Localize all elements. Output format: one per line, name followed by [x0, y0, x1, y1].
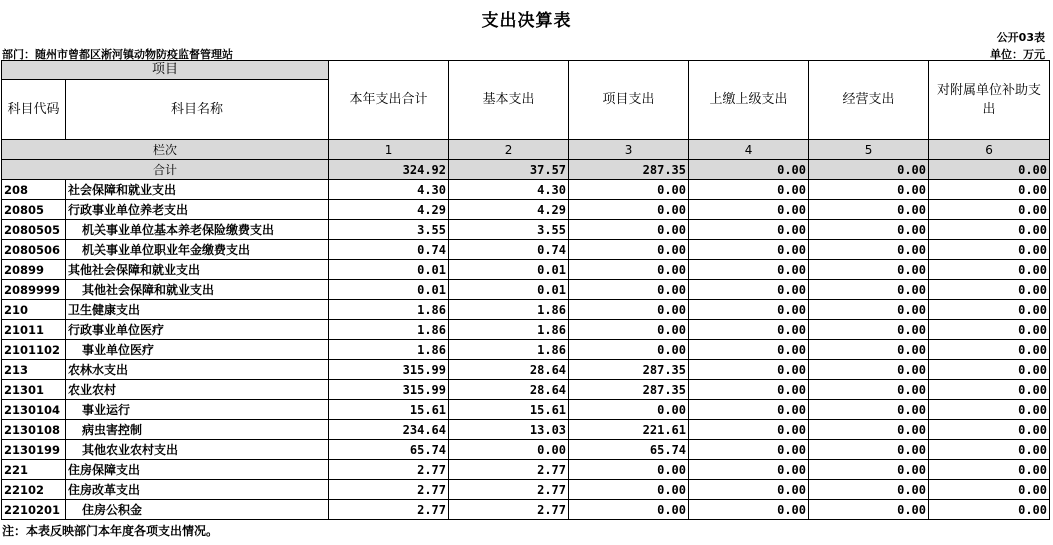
total-value: 0.00: [929, 160, 1050, 180]
value-cell: 1.86: [449, 340, 569, 360]
value-cell: 0.00: [689, 400, 809, 420]
table-row: [2, 420, 1050, 440]
value-cell: 0.00: [809, 240, 929, 260]
subject-code: 20899: [2, 260, 66, 280]
subject-code: 21301: [2, 380, 66, 400]
value-cell: 0.00: [809, 260, 929, 280]
subject-code: 2130199: [2, 440, 66, 460]
total-value: 324.92: [329, 160, 449, 180]
value-cell: 28.64: [449, 380, 569, 400]
header-subject-name: 科目名称: [66, 80, 329, 140]
value-cell: 0.00: [809, 200, 929, 220]
value-cell: 0.00: [689, 300, 809, 320]
header-item: 项目: [2, 61, 329, 80]
value-cell: 0.00: [809, 420, 929, 440]
value-cell: 0.00: [809, 320, 929, 340]
subject-name: 卫生健康支出: [66, 300, 329, 320]
subject-name: 农业农村: [66, 380, 329, 400]
value-cell: 0.00: [929, 420, 1050, 440]
value-cell: 0.00: [929, 500, 1050, 520]
subject-code: 2130104: [2, 400, 66, 420]
value-cell: 0.00: [689, 500, 809, 520]
value-cell: 0.00: [809, 340, 929, 360]
value-cell: 2.77: [329, 480, 449, 500]
value-cell: 287.35: [569, 360, 689, 380]
value-cell: 0.00: [689, 460, 809, 480]
value-cell: 4.29: [329, 200, 449, 220]
subject-code: 208: [2, 180, 66, 200]
value-cell: 0.00: [929, 400, 1050, 420]
value-cell: 0.00: [689, 260, 809, 280]
subject-name: 其他社会保障和就业支出: [66, 280, 329, 300]
table-row: [2, 240, 1050, 260]
column-number: 2: [449, 140, 569, 160]
value-cell: 4.30: [449, 180, 569, 200]
value-cell: 13.03: [449, 420, 569, 440]
value-cell: 2.77: [329, 500, 449, 520]
table-row: [2, 260, 1050, 280]
header-col-5: 经营支出: [809, 61, 929, 140]
value-cell: 0.00: [569, 340, 689, 360]
value-cell: 0.00: [929, 360, 1050, 380]
subject-name: 行政事业单位医疗: [66, 320, 329, 340]
value-cell: 0.00: [689, 380, 809, 400]
department-label: 部门：随州市曾都区淅河镇动物防疫监督管理站: [2, 48, 233, 61]
value-cell: 1.86: [329, 320, 449, 340]
column-number: 4: [689, 140, 809, 160]
subject-code: 2080506: [2, 240, 66, 260]
subject-name: 事业单位医疗: [66, 340, 329, 360]
subject-name: 行政事业单位养老支出: [66, 200, 329, 220]
value-cell: 0.00: [929, 180, 1050, 200]
value-cell: 28.64: [449, 360, 569, 380]
value-cell: 0.00: [569, 200, 689, 220]
value-cell: 0.00: [809, 360, 929, 380]
subject-name: 社会保障和就业支出: [66, 180, 329, 200]
value-cell: 1.86: [329, 340, 449, 360]
value-cell: 2.77: [449, 460, 569, 480]
subject-name: 事业运行: [66, 400, 329, 420]
value-cell: 315.99: [329, 360, 449, 380]
value-cell: 0.00: [569, 180, 689, 200]
value-cell: 0.74: [329, 240, 449, 260]
value-cell: 15.61: [449, 400, 569, 420]
table-row: [2, 300, 1050, 320]
value-cell: 0.00: [689, 180, 809, 200]
value-cell: 0.00: [569, 240, 689, 260]
table-row: [2, 400, 1050, 420]
value-cell: 65.74: [329, 440, 449, 460]
total-value: 37.57: [449, 160, 569, 180]
subject-name: 住房改革支出: [66, 480, 329, 500]
value-cell: 0.01: [329, 280, 449, 300]
value-cell: 1.86: [329, 300, 449, 320]
subject-code: 2130108: [2, 420, 66, 440]
table-row: [2, 200, 1050, 220]
value-cell: 0.00: [689, 340, 809, 360]
column-number: 3: [569, 140, 689, 160]
subject-code: 20805: [2, 200, 66, 220]
value-cell: 221.61: [569, 420, 689, 440]
value-cell: 0.01: [329, 260, 449, 280]
subject-name: 机关事业单位职业年金缴费支出: [66, 240, 329, 260]
value-cell: 0.00: [929, 200, 1050, 220]
table-row: [2, 180, 1050, 200]
value-cell: 0.00: [929, 220, 1050, 240]
value-cell: 287.35: [569, 380, 689, 400]
subject-code: 2080505: [2, 220, 66, 240]
column-number: 5: [809, 140, 929, 160]
value-cell: 4.30: [329, 180, 449, 200]
total-value: 0.00: [689, 160, 809, 180]
value-cell: 0.00: [929, 480, 1050, 500]
value-cell: 0.00: [929, 280, 1050, 300]
value-cell: 0.00: [929, 460, 1050, 480]
value-cell: 0.00: [809, 300, 929, 320]
value-cell: 0.00: [809, 180, 929, 200]
value-cell: 0.00: [809, 400, 929, 420]
value-cell: 0.00: [689, 280, 809, 300]
subject-name: 其他社会保障和就业支出: [66, 260, 329, 280]
header-subject-code: 科目代码: [2, 80, 66, 140]
value-cell: 315.99: [329, 380, 449, 400]
subject-code: 213: [2, 360, 66, 380]
value-cell: 0.01: [449, 260, 569, 280]
table-body: [2, 180, 1050, 520]
table-row: [2, 440, 1050, 460]
unit-label: 单位：万元: [990, 48, 1045, 61]
header-col-4: 上缴上级支出: [689, 61, 809, 140]
subject-code: 2089999: [2, 280, 66, 300]
value-cell: 0.00: [809, 480, 929, 500]
table-row: [2, 220, 1050, 240]
value-cell: 0.00: [929, 340, 1050, 360]
value-cell: 1.86: [449, 300, 569, 320]
footnote: 注：本表反映部门本年度各项支出情况。: [2, 524, 219, 538]
value-cell: 3.55: [449, 220, 569, 240]
column-number: 6: [929, 140, 1050, 160]
value-cell: 0.00: [569, 460, 689, 480]
value-cell: 2.77: [449, 500, 569, 520]
value-cell: 0.00: [689, 360, 809, 380]
value-cell: 0.00: [569, 280, 689, 300]
value-cell: 0.00: [809, 220, 929, 240]
table-code: 公开03表: [996, 31, 1045, 44]
subject-code: 2210201: [2, 500, 66, 520]
page-title: 支出决算表: [481, 11, 572, 31]
header-col-3: 项目支出: [569, 61, 689, 140]
value-cell: 0.00: [689, 420, 809, 440]
subject-code: 2101102: [2, 340, 66, 360]
total-label: 合计: [2, 160, 329, 180]
table-row: [2, 480, 1050, 500]
value-cell: 0.00: [929, 300, 1050, 320]
value-cell: 0.00: [569, 480, 689, 500]
value-cell: 0.00: [569, 400, 689, 420]
value-cell: 0.00: [689, 440, 809, 460]
header-col-2: 基本支出: [449, 61, 569, 140]
value-cell: 0.00: [929, 320, 1050, 340]
table-row: [2, 340, 1050, 360]
total-value: 0.00: [809, 160, 929, 180]
value-cell: 0.00: [809, 380, 929, 400]
value-cell: 0.00: [929, 440, 1050, 460]
value-cell: 0.01: [449, 280, 569, 300]
value-cell: 0.00: [569, 300, 689, 320]
expenditure-table: [1, 60, 1050, 520]
value-cell: 2.77: [449, 480, 569, 500]
value-cell: 0.00: [569, 320, 689, 340]
value-cell: 0.00: [929, 260, 1050, 280]
subject-name: 住房公积金: [66, 500, 329, 520]
subject-code: 22102: [2, 480, 66, 500]
subject-code: 21011: [2, 320, 66, 340]
value-cell: 0.00: [689, 320, 809, 340]
table-row: [2, 360, 1050, 380]
table-row: [2, 460, 1050, 480]
value-cell: 0.00: [689, 480, 809, 500]
header-col-1: 本年支出合计: [329, 61, 449, 140]
subject-name: 病虫害控制: [66, 420, 329, 440]
value-cell: 2.77: [329, 460, 449, 480]
value-cell: 0.00: [929, 240, 1050, 260]
table-row: [2, 500, 1050, 520]
value-cell: 0.00: [809, 460, 929, 480]
value-cell: 0.00: [569, 260, 689, 280]
subject-code: 210: [2, 300, 66, 320]
subject-name: 机关事业单位基本养老保险缴费支出: [66, 220, 329, 240]
value-cell: 0.00: [689, 200, 809, 220]
subject-code: 221: [2, 460, 66, 480]
value-cell: 0.00: [449, 440, 569, 460]
value-cell: 15.61: [329, 400, 449, 420]
value-cell: 0.00: [569, 500, 689, 520]
subject-name: 其他农业农村支出: [66, 440, 329, 460]
table-row: [2, 280, 1050, 300]
value-cell: 0.74: [449, 240, 569, 260]
value-cell: 65.74: [569, 440, 689, 460]
table-row: [2, 320, 1050, 340]
value-cell: 0.00: [569, 220, 689, 240]
value-cell: 234.64: [329, 420, 449, 440]
value-cell: 0.00: [689, 240, 809, 260]
header-col-6: 对附属单位补助支出: [929, 61, 1050, 140]
value-cell: 3.55: [329, 220, 449, 240]
total-value: 287.35: [569, 160, 689, 180]
column-row-label: 栏次: [2, 140, 329, 160]
column-number: 1: [329, 140, 449, 160]
value-cell: 1.86: [449, 320, 569, 340]
value-cell: 0.00: [689, 220, 809, 240]
subject-name: 住房保障支出: [66, 460, 329, 480]
value-cell: 4.29: [449, 200, 569, 220]
value-cell: 0.00: [809, 440, 929, 460]
subject-name: 农林水支出: [66, 360, 329, 380]
value-cell: 0.00: [809, 280, 929, 300]
table-row: [2, 380, 1050, 400]
value-cell: 0.00: [929, 380, 1050, 400]
value-cell: 0.00: [809, 500, 929, 520]
